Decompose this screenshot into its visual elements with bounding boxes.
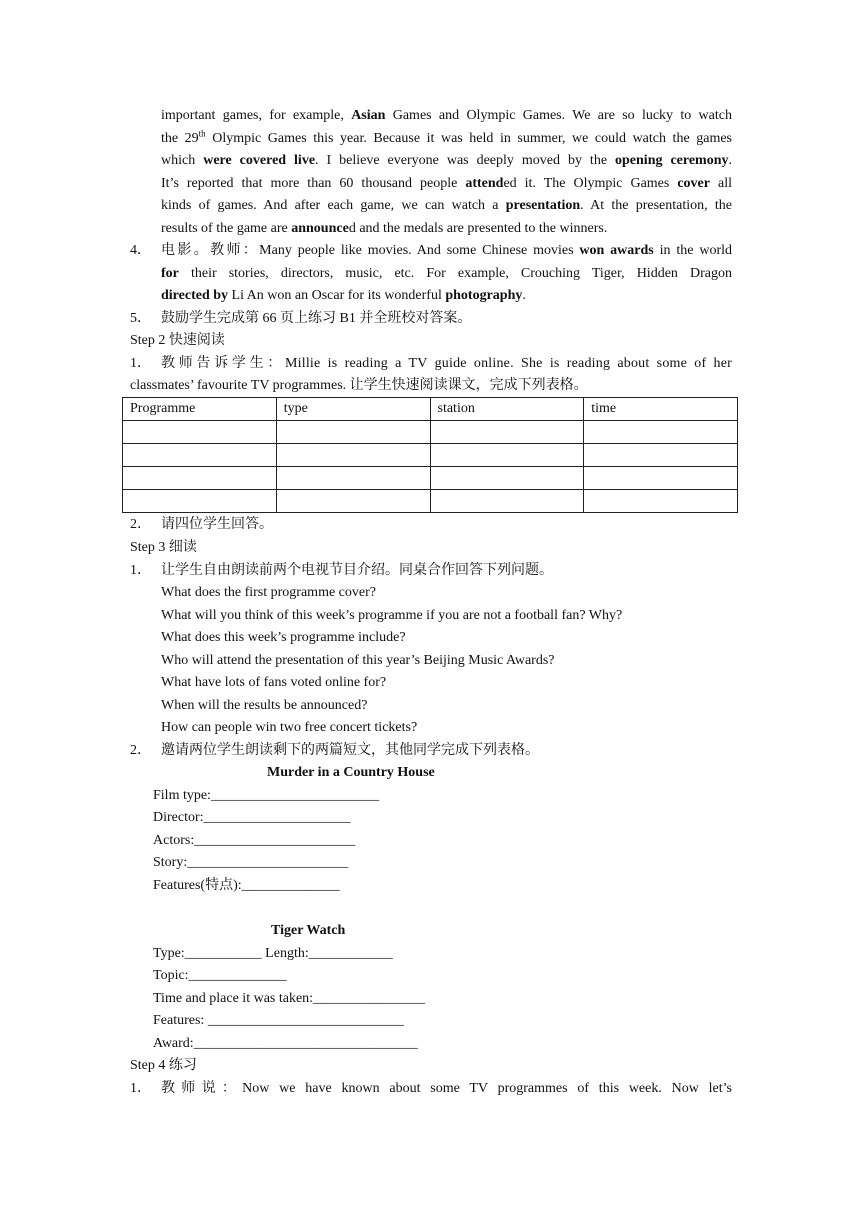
table-header-cell: station [430, 398, 584, 421]
step-2-item-2-number: 2． [130, 517, 151, 532]
olympic-para-line-5: kinds of games. And after each game, we can watch a presentation. At the presentation, the [161, 198, 732, 213]
step-3-item-1-number: 1． [130, 563, 151, 578]
table-cell[interactable] [584, 490, 738, 513]
table-cell[interactable] [430, 490, 584, 513]
tiger-topic-field: Topic:______________ [153, 968, 287, 983]
murder-actors-field: Actors:_______________________ [153, 833, 356, 848]
tiger-watch-title: Tiger Watch [271, 923, 346, 938]
table-cell[interactable] [123, 467, 277, 490]
step-2-heading: Step 2 快速阅读 [130, 333, 225, 348]
step-3-heading: Step 3 细读 [130, 540, 197, 555]
question-1: What does the first programme cover? [161, 585, 376, 600]
item-4-line-3: directed by Li An won an Oscar for its wonderful photography. [161, 288, 526, 303]
murder-features-field: Features(特点):______________ [153, 878, 340, 893]
table-row [123, 467, 738, 490]
olympic-para-line-6: results of the game are announced and the medals are presented to the winners. [161, 221, 608, 236]
step-2-item-2-text: 请四位学生回答。 [161, 517, 273, 532]
step-2-item-1-number: 1． [130, 356, 151, 371]
step-4-item-1-text: 教师说：Now we have known about some TV programmes of this week. Now let’s [161, 1081, 732, 1096]
tiger-time-place-field: Time and place it was taken:________________ [153, 991, 426, 1006]
olympic-para-line-1: important games, for example, Asian Games and Olympic Games. We are so lucky to watch [161, 108, 732, 123]
table-header-cell: Programme [123, 398, 277, 421]
tiger-features-field: Features: ____________________________ [153, 1013, 404, 1028]
question-5: What have lots of fans voted online for? [161, 675, 387, 690]
table-cell[interactable] [584, 444, 738, 467]
item-4-line-2: for their stories, directors, music, etc. For example, Crouching Tiger, Hidden Dragon [161, 266, 732, 281]
murder-story-field: Story:_______________________ [153, 855, 349, 870]
table-cell[interactable] [430, 467, 584, 490]
table-cell[interactable] [584, 467, 738, 490]
item-4-line-1: 电影。教师：Many people like movies. And some Chinese movies won awards in the world [161, 243, 732, 258]
table-cell[interactable] [276, 467, 430, 490]
question-3: What does this week’s programme include? [161, 630, 406, 645]
murder-film-type-field: Film type:________________________ [153, 788, 379, 803]
item-5-text: 鼓励学生完成第 66 页上练习 B1 并全班校对答案。 [161, 311, 472, 326]
table-row [123, 444, 738, 467]
question-4: Who will attend the presentation of this year’s Beijing Music Awards? [161, 653, 555, 668]
question-2: What will you think of this week’s programme if you are not a football fan? Why? [161, 608, 623, 623]
step-4-heading: Step 4 练习 [130, 1058, 197, 1073]
table-row [123, 490, 738, 513]
table-cell[interactable] [123, 421, 277, 444]
olympic-para-line-4: It’s reported that more than 60 thousand people attended it. The Olympic Games cover all [161, 176, 732, 191]
question-7: How can people win two free concert tickets? [161, 720, 418, 735]
table-row [123, 421, 738, 444]
step-3-item-2-number: 2． [130, 743, 151, 758]
murder-title: Murder in a Country House [267, 765, 435, 780]
tiger-award-field: Award:________________________________ [153, 1036, 418, 1051]
table-cell[interactable] [276, 421, 430, 444]
step-2-item-1-line-1: 教师告诉学生：Millie is reading a TV guide online. She is reading about some of her [161, 356, 732, 371]
table-header-cell: time [584, 398, 738, 421]
table-cell[interactable] [276, 444, 430, 467]
item-4-number: 4． [130, 243, 151, 258]
table-cell[interactable] [276, 490, 430, 513]
tiger-type-length-field: Type:___________ Length:____________ [153, 946, 393, 961]
murder-director-field: Director:_____________________ [153, 810, 351, 825]
table-cell[interactable] [123, 444, 277, 467]
step-4-item-1-number: 1． [130, 1081, 151, 1096]
table-cell[interactable] [430, 421, 584, 444]
tv-programme-table [122, 397, 738, 513]
table-cell[interactable] [584, 421, 738, 444]
step-2-item-1-line-2: classmates’ favourite TV programmes. 让学生快速阅读课文，完成下列表格。 [130, 378, 588, 393]
table-cell[interactable] [430, 444, 584, 467]
step-3-item-2-text: 邀请两位学生朗读剩下的两篇短文，其他同学完成下列表格。 [161, 743, 539, 758]
olympic-para-line-2: the 29th Olympic Games this year. Because it was held in summer, we could watch the games [161, 128, 732, 146]
table-cell[interactable] [123, 490, 277, 513]
table-header-cell: type [276, 398, 430, 421]
table-header-row [123, 398, 738, 421]
olympic-para-line-3: which were covered live. I believe everyone was deeply moved by the opening ceremony. [161, 153, 733, 168]
item-5-number: 5． [130, 311, 151, 326]
step-3-item-1-text: 让学生自由朗读前两个电视节目介绍。同桌合作回答下列问题。 [161, 563, 553, 578]
question-6: When will the results be announced? [161, 698, 368, 713]
